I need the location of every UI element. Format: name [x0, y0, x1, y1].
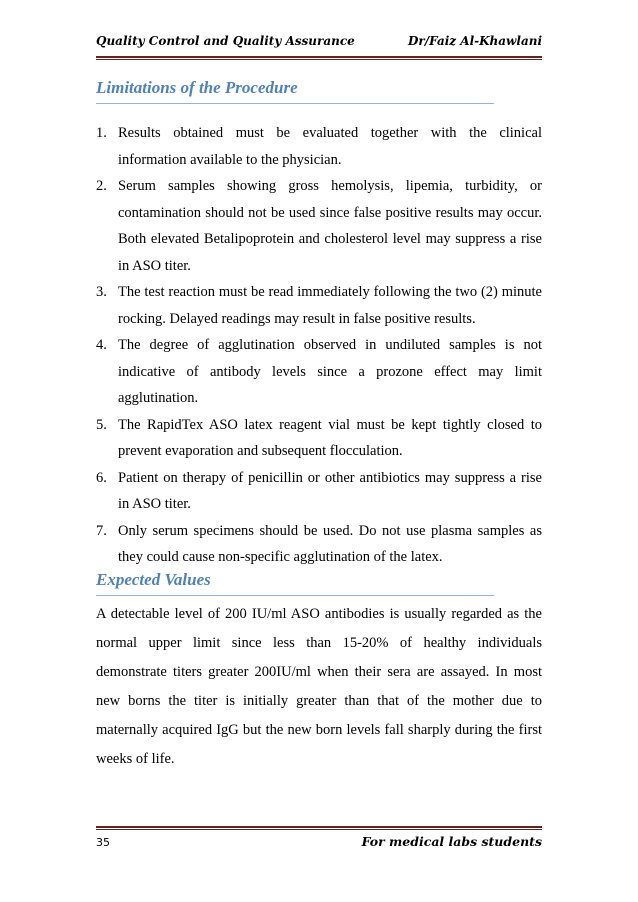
list-item: [96, 332, 542, 412]
list-item: [96, 412, 542, 465]
header-rule-thin: [96, 59, 542, 60]
list-item-text: The test reaction must be read immediately following the two (2) minute rocking. Delayed readings may result in false positive results.: [118, 284, 542, 327]
expected-values-heading: Expected Values: [96, 570, 211, 589]
list-item-number: 2.: [96, 178, 107, 194]
list-item: [96, 173, 542, 279]
list-item-text: Serum samples showing gross hemolysis, lipemia, turbidity, or contamination should not be used since false positive results may occur. Both elevated Betalipoprotein and cholesterol level may suppress a rise in ASO titer.: [118, 178, 542, 274]
footer-audience: For medical labs students: [361, 834, 542, 849]
list-item-number: 6.: [96, 469, 107, 486]
header-author: Dr/Faiz Al-Khawlani: [407, 34, 542, 48]
header-course-title: Quality Control and Quality Assurance: [96, 34, 355, 48]
expected-values-paragraph: A detectable level of 200 IU/ml ASO antibodies is usually regarded as the normal upper limit since less than 15-20% of healthy individuals demonstrate titers greater 200IU/ml when their sera are assayed. In most new borns the titer is initially greater than that of the mother due to maternally acquired IgG but the new born levels fall sharply during the first weeks of life.: [96, 606, 542, 767]
limitations-heading: Limitations of the Procedure: [96, 78, 298, 97]
header-rule: [96, 56, 542, 58]
list-item-number: 1.: [96, 125, 107, 141]
list-item-text: Patient on therapy of penicillin or other antibiotics may suppress a rise in ASO titer.: [118, 469, 542, 512]
list-item-number: 7.: [96, 522, 107, 539]
list-item-text: Results obtained must be evaluated together with the clinical information available to the physician.: [118, 125, 542, 168]
list-item-text: The degree of agglutination observed in undiluted samples is not indicative of antibody levels since a prozone effect may limit agglutination.: [118, 337, 542, 406]
limitations-heading-rule: [96, 103, 494, 104]
expected-values-heading-rule: [96, 595, 494, 596]
list-item-number: 3.: [96, 284, 107, 300]
footer-rule-thin: [96, 829, 542, 830]
list-item: [96, 120, 542, 173]
list-item: [96, 465, 542, 518]
page-number: 35: [96, 836, 110, 849]
page-header: [96, 30, 542, 50]
list-item-number: 4.: [96, 337, 107, 353]
list-item-number: 5.: [96, 416, 107, 433]
limitations-list: [96, 120, 542, 571]
list-item: [96, 518, 542, 571]
list-item-text: Only serum specimens should be used. Do not use plasma samples as they could cause non-specific agglutination of the latex.: [118, 522, 542, 565]
list-item: [96, 279, 542, 332]
footer-rule: [96, 826, 542, 828]
list-item-text: The RapidTex ASO latex reagent vial must be kept tightly closed to prevent evaporation and subsequent flocculation.: [118, 416, 542, 459]
